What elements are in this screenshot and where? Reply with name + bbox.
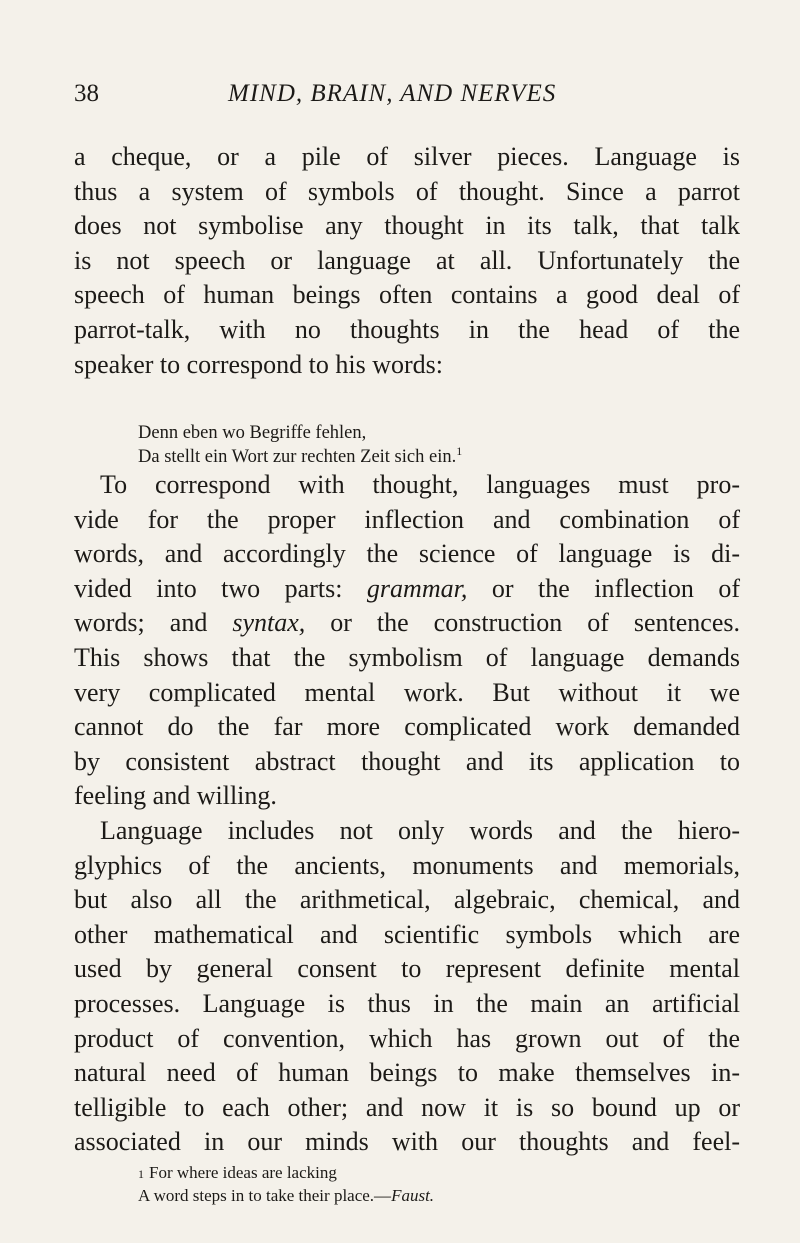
quote-line-text: Da stellt ein Wort zur rechten Zeit sich ein. — [138, 447, 457, 467]
quote-line: Denn eben wo Begriffe fehlen, — [138, 423, 367, 443]
footnote-text: A word steps in to take their place.— — [138, 1186, 392, 1205]
footnote — [138, 1162, 434, 1207]
text-line: To correspond with thought, languages must pro- — [100, 470, 740, 499]
page-number: 38 — [74, 80, 99, 107]
footnote-source: Faust. — [391, 1186, 435, 1205]
text-line: speaker to correspond to his words: — [74, 349, 443, 379]
text-line: by consistent abstract thought and its application to — [74, 746, 740, 776]
text-line: but also all the arithmetical, algebraic, chemical, and — [74, 885, 740, 915]
quote-line — [138, 445, 462, 469]
text-line: a cheque, or a pile of silver pieces. Language is — [74, 142, 740, 171]
text-line: is not speech or language at all. Unfortunately the — [74, 245, 740, 275]
footnote-text: For where ideas are lacking — [149, 1163, 337, 1182]
paragraph-2 — [74, 468, 740, 814]
text-line: very complicated mental work. But without it we — [74, 677, 740, 707]
footnote-mark: 1 — [138, 1167, 144, 1181]
text-line: This shows that the symbolism of language demands — [74, 642, 740, 672]
text-line: glyphics of the ancients, monuments and memorials, — [74, 850, 740, 880]
text-line: telligible to each other; and now it is so bound up or — [74, 1092, 740, 1122]
text-segment: or the inflection of — [467, 573, 740, 603]
paragraph-3 — [74, 814, 740, 1160]
footnote-reference: 1 — [456, 443, 463, 458]
running-title: MIND, BRAIN, AND NERVES — [228, 80, 557, 107]
text-line: speech of human beings often contains a good deal of — [74, 280, 740, 310]
text-line — [74, 606, 740, 641]
text-line: does not symbolise any thought in its talk, that talk — [74, 211, 740, 241]
footnote-line — [138, 1162, 434, 1185]
text-line — [74, 572, 740, 607]
text-segment: words; and — [74, 608, 233, 638]
text-line: cannot do the far more complicated work demanded — [74, 712, 740, 742]
text-line: processes. Language is thus in the main an artificial — [74, 988, 740, 1018]
text-line: other mathematical and scientific symbols which are — [74, 919, 740, 949]
paragraph-2-and-3 — [74, 468, 740, 1160]
text-line: parrot-talk, with no thoughts in the head of the — [74, 314, 740, 344]
text-line: associated in our minds with our thoughts and feel- — [74, 1127, 740, 1157]
text-line: Language includes not only words and the hiero- — [100, 815, 740, 845]
text-segment: vided into two parts: — [74, 573, 367, 603]
text-line: words, and accordingly the science of language is di- — [74, 539, 740, 569]
text-line: feeling and willing. — [74, 781, 277, 811]
paragraph-1 — [74, 140, 740, 382]
verse-quote — [138, 421, 462, 469]
text-line: used by general consent to represent definite mental — [74, 954, 740, 984]
text-line: product of convention, which has grown out of the — [74, 1023, 740, 1053]
text-segment: or the construction of sentences. — [305, 608, 740, 638]
footnote-line — [138, 1185, 434, 1207]
emphasis-grammar: grammar, — [366, 573, 468, 603]
text-line: thus a system of symbols of thought. Since a parrot — [74, 176, 740, 206]
text-line: vide for the proper inflection and combination of — [74, 504, 740, 534]
text-line: natural need of human beings to make themselves in- — [74, 1058, 740, 1088]
running-head — [74, 80, 740, 120]
emphasis-syntax: syntax, — [232, 608, 306, 638]
